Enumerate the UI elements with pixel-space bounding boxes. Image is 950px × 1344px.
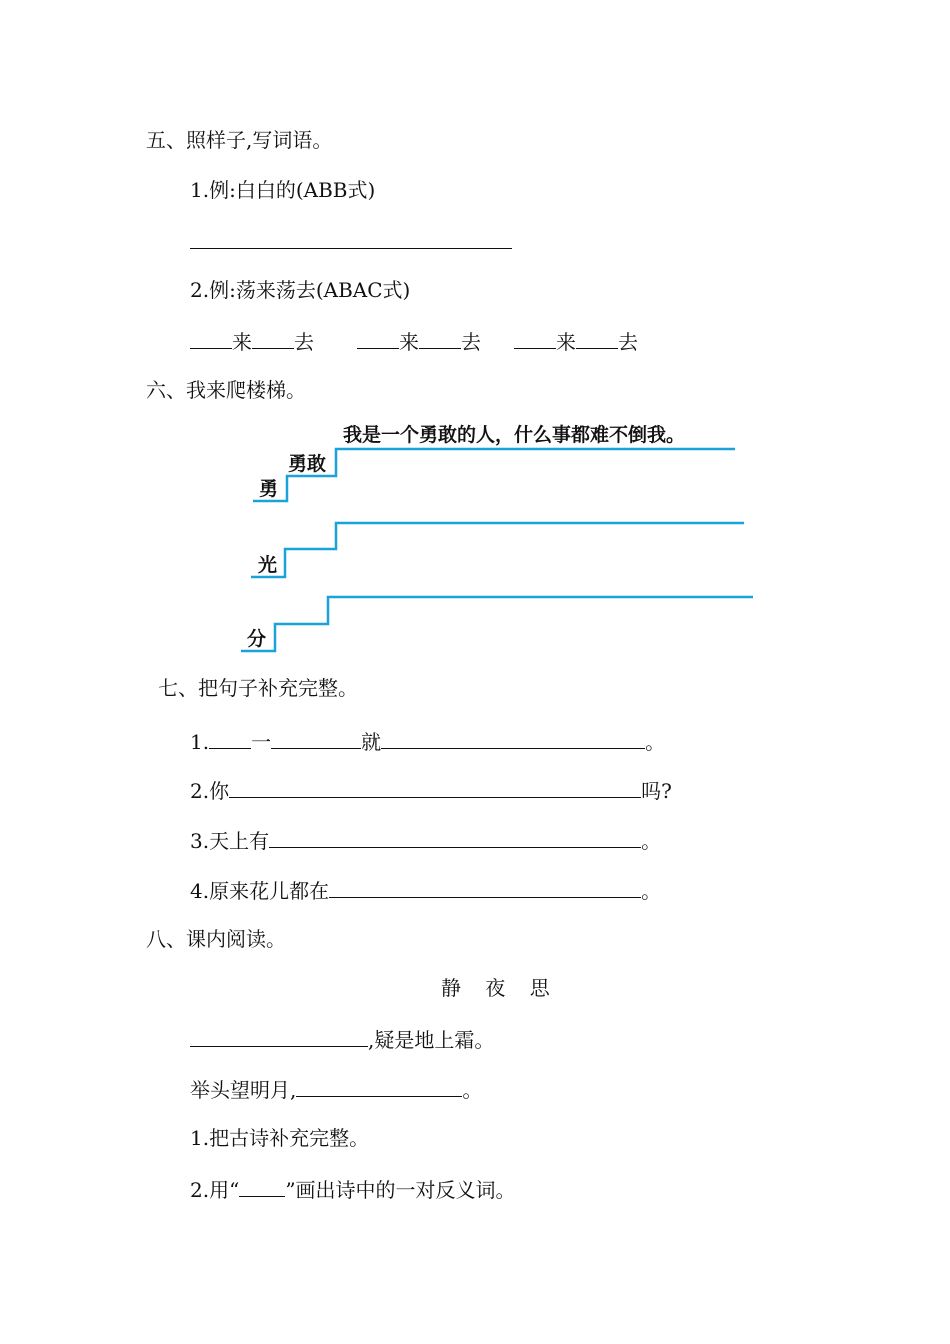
section-5-title: 五、照样子,写词语。 xyxy=(146,128,333,152)
staircase-2 xyxy=(251,523,744,577)
answer-blank[interactable] xyxy=(329,877,641,898)
sentence-end: 。 xyxy=(641,879,662,903)
answer-blank[interactable] xyxy=(296,1076,462,1097)
stair-1-sentence: 我是一个勇敢的人，什么事都难不倒我。 xyxy=(343,424,686,446)
question-text: ”画出诗中的一对反义词。 xyxy=(285,1178,516,1202)
stair-2-word-1: 光 xyxy=(258,554,278,576)
lai-char: 来 xyxy=(399,330,419,354)
qu-char: 去 xyxy=(618,330,638,354)
sentence-4 xyxy=(190,877,661,903)
poem-text: 举头望明月, xyxy=(190,1078,297,1102)
underline-sample xyxy=(239,1176,285,1197)
answer-blank[interactable] xyxy=(271,728,361,749)
answer-blank[interactable] xyxy=(269,827,641,848)
jiu-char: 就 xyxy=(361,730,382,754)
stair-3-word-1: 分 xyxy=(247,628,267,650)
section-7-title: 七、把句子补充完整。 xyxy=(158,676,358,700)
poem-line-2 xyxy=(190,1076,482,1102)
sentence-2 xyxy=(190,777,672,803)
sentence-start: 4.原来花儿都在 xyxy=(190,879,330,903)
poem-line-1 xyxy=(190,1026,494,1052)
question-2 xyxy=(190,1176,516,1202)
qu-char: 去 xyxy=(294,330,314,354)
staircase-3 xyxy=(241,597,753,651)
period: 。 xyxy=(462,1078,483,1102)
poem-text: ,疑是地上霜。 xyxy=(368,1028,495,1052)
item-number: 1. xyxy=(190,730,210,754)
yi-char: 一 xyxy=(251,730,272,754)
sentence-start: 3.天上有 xyxy=(190,829,270,853)
answer-blank[interactable] xyxy=(381,728,645,749)
lai-char: 来 xyxy=(232,330,252,354)
period: 。 xyxy=(645,730,666,754)
sentence-1 xyxy=(190,728,665,754)
sentence-3 xyxy=(190,827,661,853)
sentence-end: 吗? xyxy=(641,779,672,803)
question-1: 1.把古诗补充完整。 xyxy=(190,1126,370,1150)
section-8-title: 八、课内阅读。 xyxy=(146,927,286,951)
question-text: 2.用“ xyxy=(190,1178,240,1202)
answer-blank[interactable] xyxy=(209,728,251,749)
answer-blank[interactable] xyxy=(190,1026,368,1047)
stair-1-word-1: 勇 xyxy=(259,478,279,500)
section-5-item-2: 2.例:荡来荡去(ABAC式) xyxy=(190,278,411,302)
poem-title: 静 夜 思 xyxy=(441,976,550,1000)
sentence-start: 2.你 xyxy=(190,779,230,803)
section-6-title: 六、我来爬楼梯。 xyxy=(146,378,306,402)
sentence-end: 。 xyxy=(641,829,662,853)
stair-1-word-2: 勇敢 xyxy=(288,453,327,475)
qu-char: 去 xyxy=(461,330,481,354)
lai-char: 来 xyxy=(556,330,576,354)
section-5-item-1: 1.例:白白的(ABB式) xyxy=(190,178,376,202)
answer-blank[interactable] xyxy=(229,777,641,798)
